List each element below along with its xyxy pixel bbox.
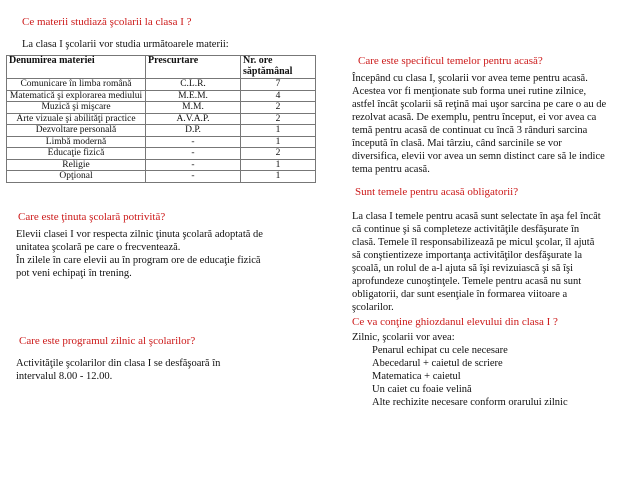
table-cell: C.L.R. [146, 79, 241, 91]
table-cell: D.P. [146, 125, 241, 137]
answer-homework: Începând cu clasa I, şcolarii vor avea teme pentru acasă. Acestea vor fi menţionate sub forma unei rutine zilnice, astfel încât şcolarii să reţină mai uşor sarcina pe care o au de rezolvat acasă. De exemplu, pentru început, ei vor avea ca temă pentru acasă de continuat cu încă 3 rânduri sarcina începută în clasă. Mai târziu, când sarcinile se vor diversifica, elevii vor avea un semn distinct care să le indice tema pentru acasă. [352, 73, 607, 175]
table-cell: - [146, 171, 241, 183]
table-cell: 1 [241, 171, 316, 183]
list-item: Abecedarul + caietul de scriere [372, 358, 503, 369]
table-row [7, 136, 316, 148]
table-cell: Educaţie fizică [7, 148, 146, 160]
table-cell: - [146, 136, 241, 148]
table-cell: Matematică şi explorarea mediului [7, 90, 146, 102]
table-row [7, 171, 316, 183]
table-cell: Comunicare în limba română [7, 79, 146, 91]
answer-schedule: Activităţile şcolarilor din clasa I se desfăşoară în intervalul 8.00 - 12.00. [16, 358, 221, 382]
question-uniform: Care este ţinuta şcolară potrivită? [18, 211, 166, 223]
list-item: Matematica + caietul [372, 371, 461, 382]
table-cell: 1 [241, 125, 316, 137]
table-row [7, 102, 316, 114]
table-cell: Arte vizuale şi abilităţi practice [7, 113, 146, 125]
table-cell: M.E.M. [146, 90, 241, 102]
column-header: Denumirea materiei [7, 56, 146, 79]
table-row [7, 159, 316, 171]
table-cell: M.M. [146, 102, 241, 114]
question-homework-mandatory: Sunt temele pentru acasă obligatorii? [355, 186, 519, 198]
list-item: Un caiet cu foaie velină [372, 384, 472, 395]
table-row [7, 90, 316, 102]
table-cell: - [146, 148, 241, 160]
table-row [7, 148, 316, 160]
table-row [7, 125, 316, 137]
table-cell: 4 [241, 90, 316, 102]
table-cell: 1 [241, 159, 316, 171]
table-cell: 1 [241, 136, 316, 148]
subjects-table [6, 55, 316, 183]
column-header: Nr. ore săptămânal [241, 56, 316, 79]
question-schedule: Care este programul zilnic al şcolarilor? [19, 335, 196, 347]
table-row [7, 113, 316, 125]
table-cell: - [146, 159, 241, 171]
table-cell: Muzică şi mişcare [7, 102, 146, 114]
table-header-row [7, 56, 316, 79]
table-cell: Religie [7, 159, 146, 171]
subjects-intro: La clasa I şcolarii vor studia următoarele materii: [22, 39, 229, 50]
answer-homework-mandatory: La clasa I temele pentru acasă sunt selectate în aşa fel încât că continue şi să completeze activităţile desfăşurate în clasă. Temele îl responsabilizează pe micul şcolar, îl ajută să conştientizeze importanţa activităţilor desfăşurate la şcoală, un rolul de a-l ajuta să îşi revizuiască şi să îşi aprofundeze cunoştinţele. Temele pentru acasă nu sunt obligatorii, dar sunt esenţiale în formarea viitoare a şcolarilor. [352, 211, 601, 313]
table-cell: 7 [241, 79, 316, 91]
table-cell: 2 [241, 102, 316, 114]
list-item: Alte rechizite necesare conform orarului zilnic [372, 397, 568, 408]
answer-uniform: Elevii clasei I vor respecta zilnic ţinuta şcolară adoptată de unitatea şcolară pe care o frecventează. În zilele în care elevii au în program ore de educaţie fizică pot veni echipaţi în trening. [16, 229, 263, 279]
column-header: Prescurtare [146, 56, 241, 79]
table-row [7, 79, 316, 91]
table-cell: A.V.A.P. [146, 113, 241, 125]
table-cell: Limbă modernă [7, 136, 146, 148]
question-subjects: Ce materii studiază şcolarii la clasa I ? [22, 16, 192, 28]
question-homework: Care este specificul temelor pentru acasă? [358, 55, 543, 67]
table-cell: Dezvoltare personală [7, 125, 146, 137]
backpack-intro: Zilnic, şcolarii vor avea: [352, 332, 455, 343]
table-cell: 2 [241, 148, 316, 160]
question-backpack: Ce va conţine ghiozdanul elevului din clasa I ? [352, 316, 558, 328]
table-cell: Opţional [7, 171, 146, 183]
table-cell: 2 [241, 113, 316, 125]
list-item: Penarul echipat cu cele necesare [372, 345, 508, 356]
answer-backpack [352, 331, 568, 409]
